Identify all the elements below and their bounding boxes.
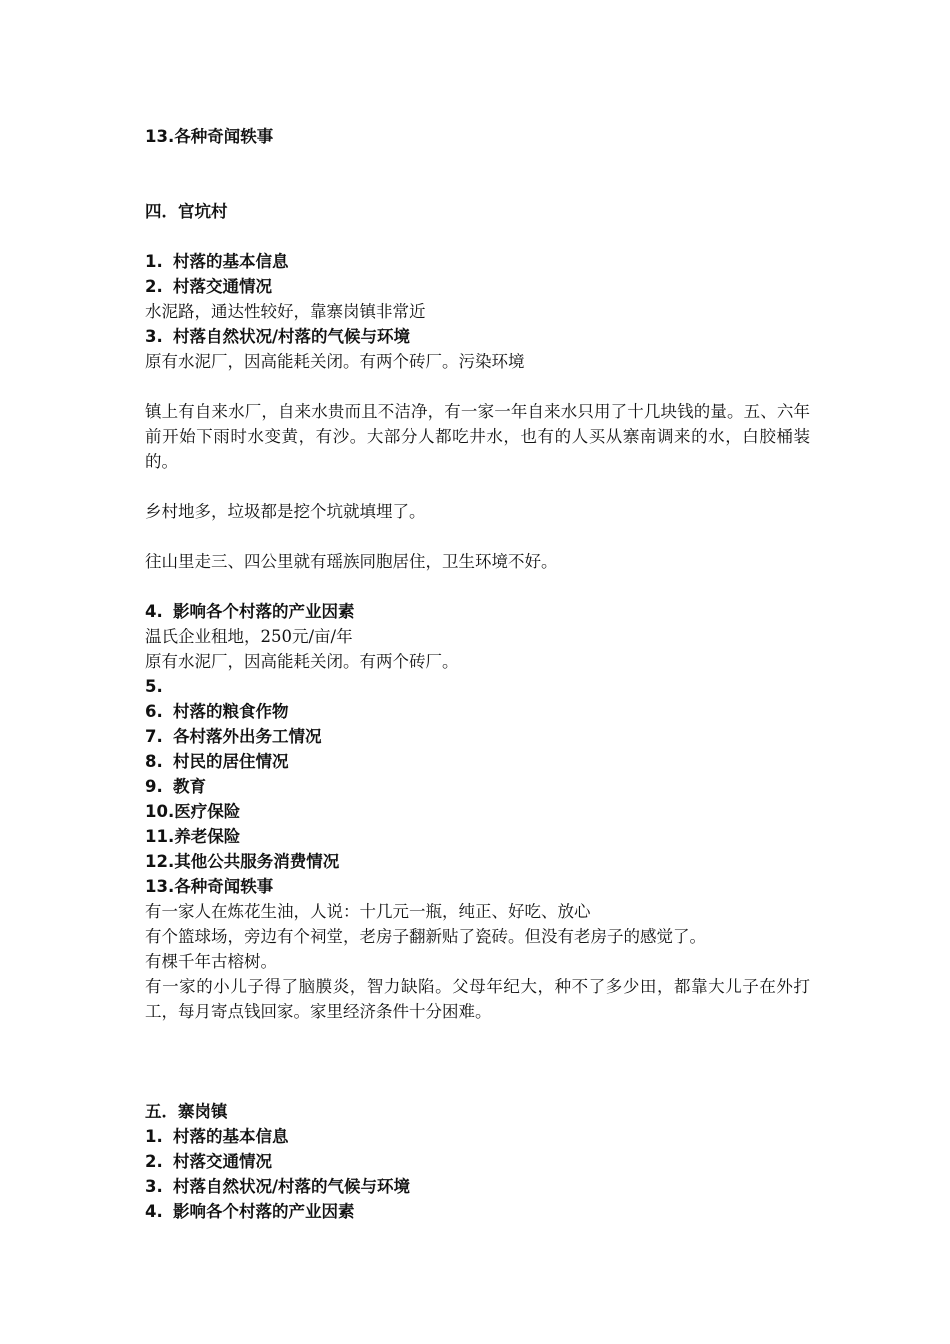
s4-item-10: 10.医疗保险 xyxy=(145,802,241,821)
s5-item-2: 2. 村落交通情况 xyxy=(145,1152,272,1171)
s4-env-water-paragraph: 镇上有自来水厂，自来水贵而且不洁净，有一家一年自来水只用了十几块钱的量。五、六年前开始下雨时水变黄，有沙。大部分人都吃井水，也有的人买从寨南调来的水，白胶桶装的。 xyxy=(145,402,810,471)
s4-industry-line2: 原有水泥厂，因高能耗关闭。有两个砖厂。 xyxy=(145,652,459,671)
section-4-title: 四．官坑村 xyxy=(145,202,228,221)
s4-anecdote-line1: 有一家人在炼花生油，人说：十几元一瓶，纯正、好吃、放心 xyxy=(145,902,591,921)
s4-anecdote-line3: 有棵千年古榕树。 xyxy=(145,952,277,971)
s5-item-4: 4. 影响各个村落的产业因素 xyxy=(145,1202,355,1221)
s4-env-line1: 原有水泥厂，因高能耗关闭。有两个砖厂。污染环境 xyxy=(145,352,525,371)
s4-item-9: 9. 教育 xyxy=(145,777,206,796)
s4-item-13: 13.各种奇闻轶事 xyxy=(145,877,274,896)
s4-anecdote-line2: 有个篮球场，旁边有个祠堂，老房子翻新贴了瓷砖。但没有老房子的感觉了。 xyxy=(145,927,706,946)
s4-industry-line1: 温氏企业租地，250元/亩/年 xyxy=(145,627,353,646)
s4-item-12: 12.其他公共服务消费情况 xyxy=(145,852,340,871)
s4-item-7: 7. 各村落外出务工情况 xyxy=(145,727,322,746)
s4-item-8: 8. 村民的居住情况 xyxy=(145,752,289,771)
s4-item-5: 5. xyxy=(145,677,163,696)
section-5-title: 五．寨岗镇 xyxy=(145,1102,228,1121)
heading-prev-anecdotes: 13.各种奇闻轶事 xyxy=(145,127,274,146)
s4-item-3: 3. 村落自然状况/村落的气候与环境 xyxy=(145,327,411,346)
s4-item-6: 6. 村落的粮食作物 xyxy=(145,702,289,721)
document-page xyxy=(145,124,825,1224)
s4-item-1: 1. 村落的基本信息 xyxy=(145,252,289,271)
s4-item-2: 2. 村落交通情况 xyxy=(145,277,272,296)
s4-item-11: 11.养老保险 xyxy=(145,827,241,846)
s4-traffic-text: 水泥路，通达性较好，靠寨岗镇非常近 xyxy=(145,302,426,321)
s4-env-yao-paragraph: 往山里走三、四公里就有瑶族同胞居住，卫生环境不好。 xyxy=(145,552,558,571)
s4-item-4: 4. 影响各个村落的产业因素 xyxy=(145,602,355,621)
s5-item-3: 3. 村落自然状况/村落的气候与环境 xyxy=(145,1177,411,1196)
s4-env-garbage-paragraph: 乡村地多，垃圾都是挖个坑就填埋了。 xyxy=(145,502,426,521)
s4-anecdote-paragraph: 有一家的小儿子得了脑膜炎，智力缺陷。父母年纪大，种不了多少田，都靠大儿子在外打工，每月寄点钱回家。家里经济条件十分困难。 xyxy=(145,977,810,1021)
s5-item-1: 1. 村落的基本信息 xyxy=(145,1127,289,1146)
